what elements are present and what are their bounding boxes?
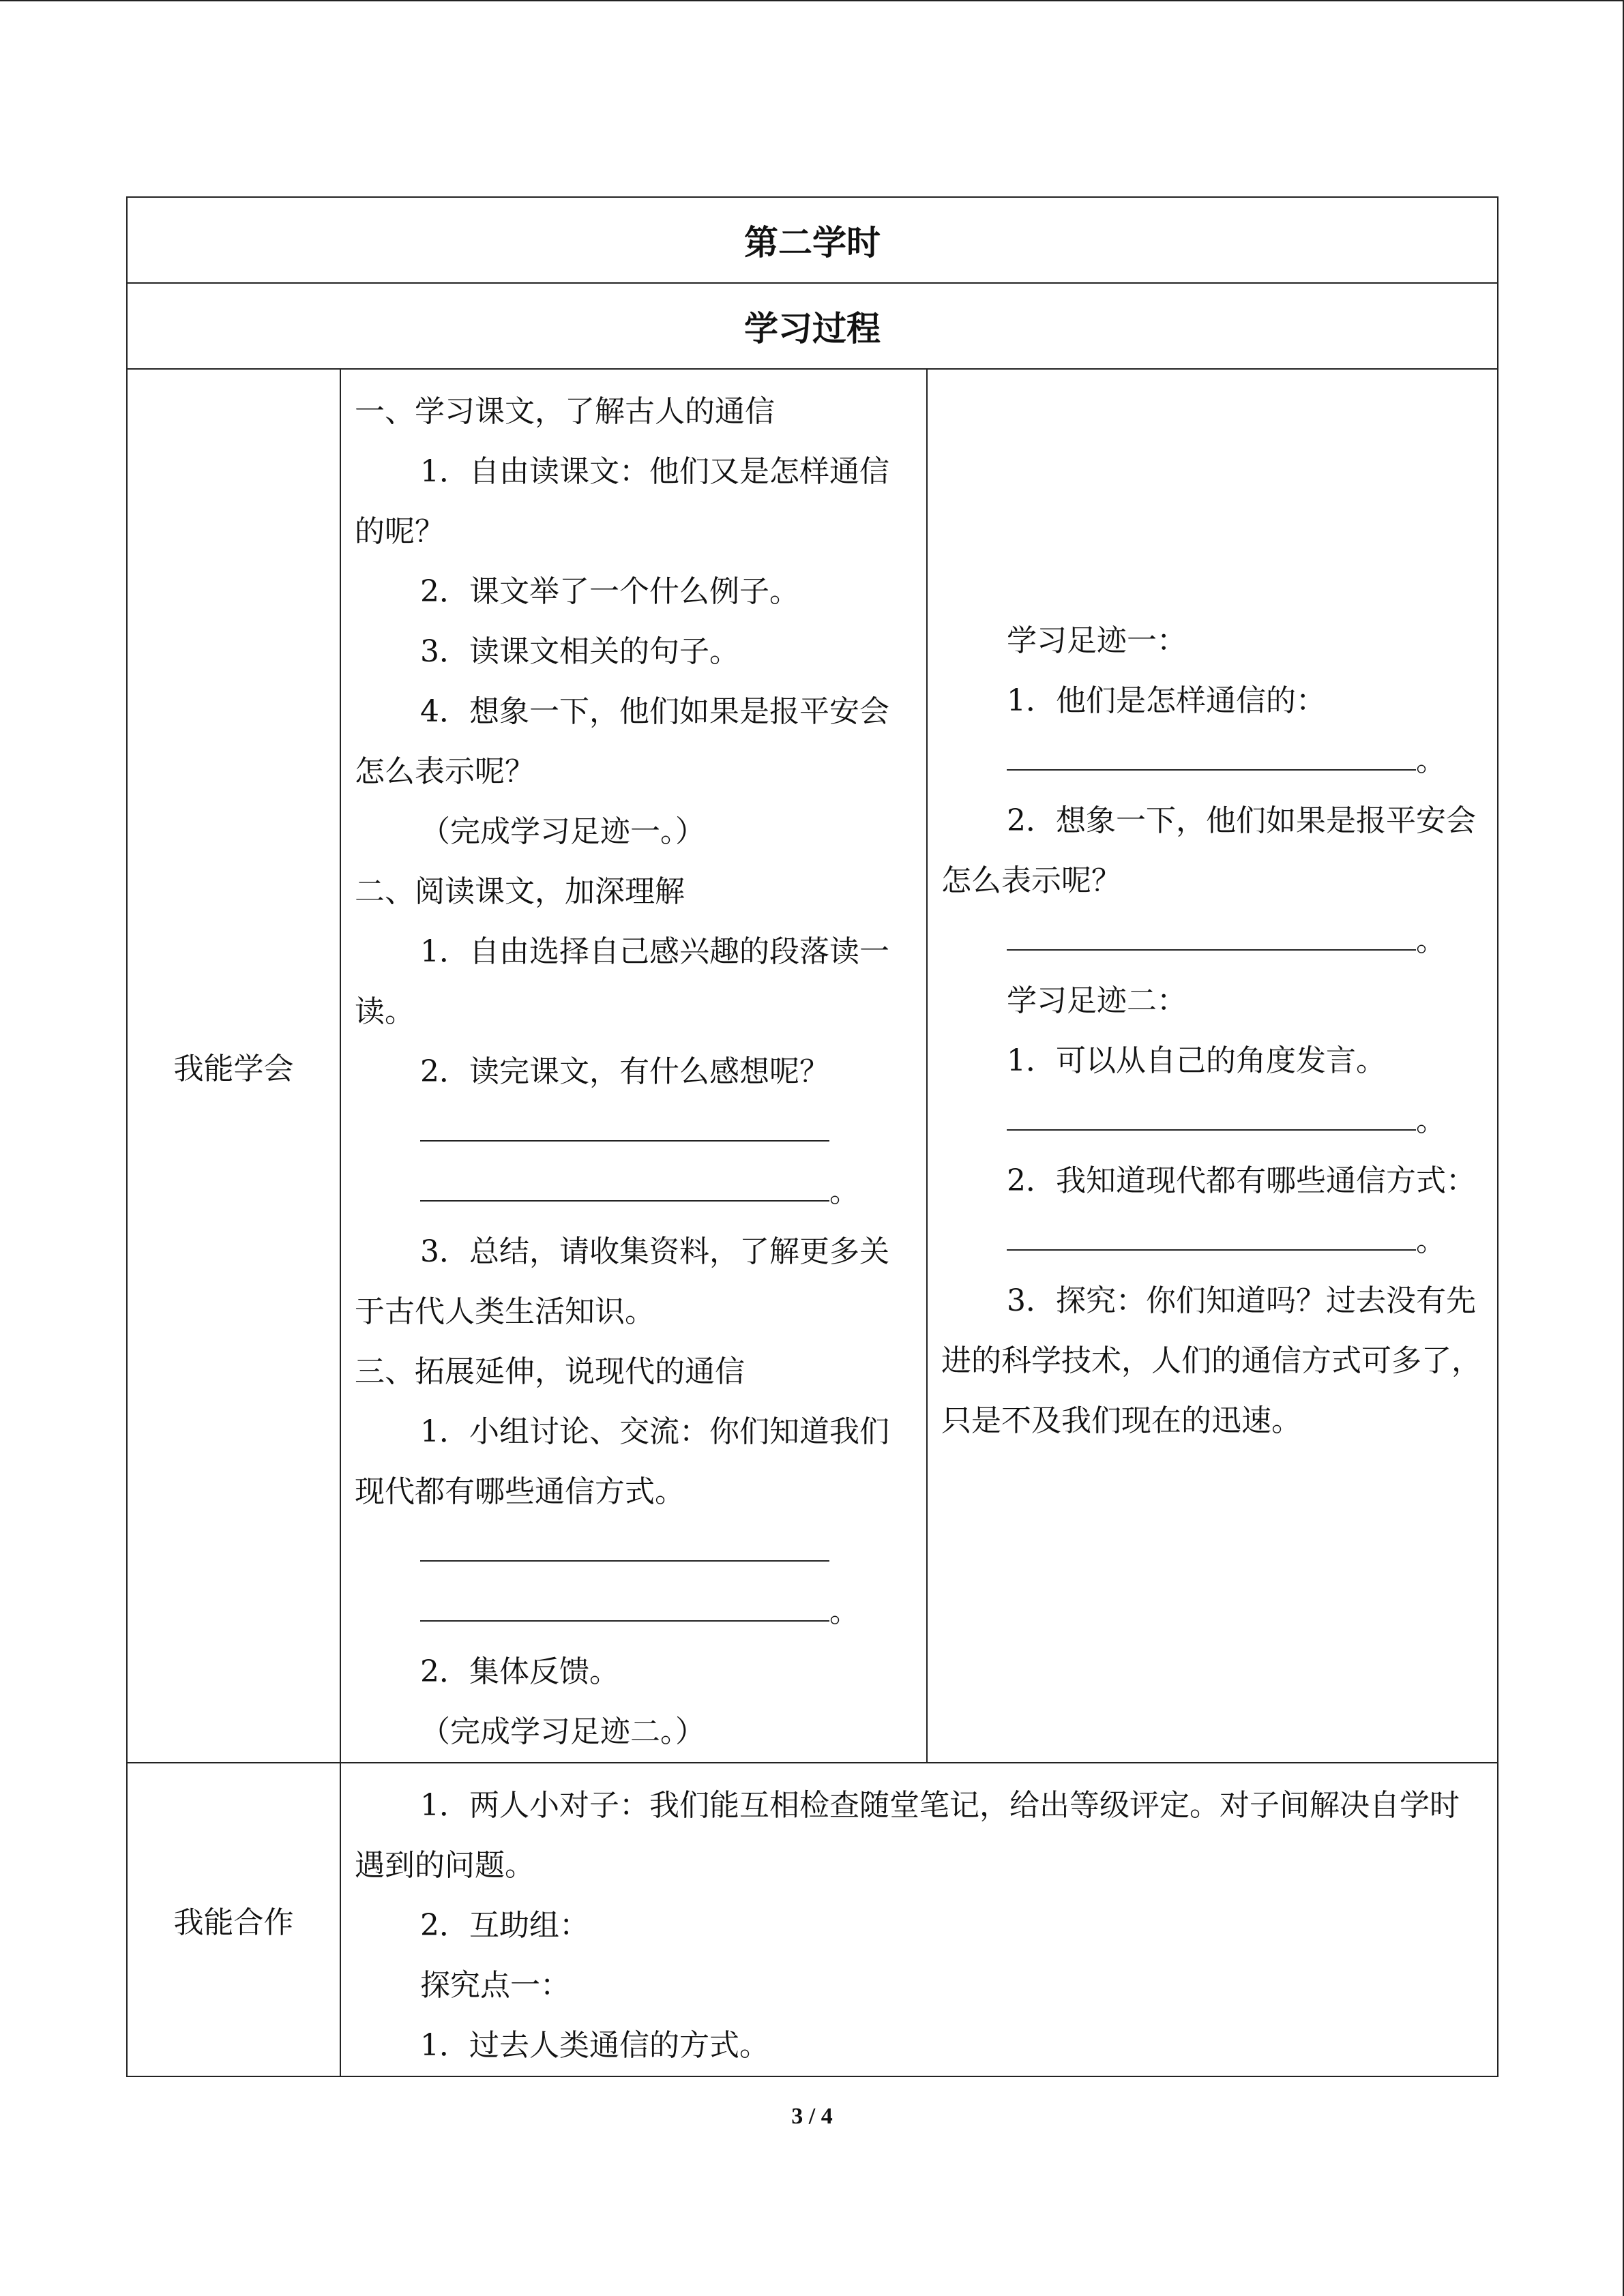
list-item: 2．集体反馈。 <box>420 1654 619 1689</box>
section-title-row <box>127 283 1498 369</box>
list-item: （完成学习足迹一。） <box>420 814 705 849</box>
answer-end: 。 <box>829 1174 859 1209</box>
list-item: 2．互助组： <box>420 1908 589 1943</box>
footprint-heading: 学习足迹一： <box>1007 623 1187 658</box>
answer-line <box>941 911 1483 971</box>
answer-line <box>941 1211 1483 1271</box>
lesson-title: 第二学时 <box>127 197 1498 283</box>
list-item: 4．想象一下，他们如果是报平安会怎么表示呢？ <box>355 694 889 789</box>
page-number: 3 / 4 <box>791 2104 833 2129</box>
answer-blank <box>420 1162 829 1202</box>
answer-line <box>941 731 1483 791</box>
answer-blank <box>1007 1091 1416 1131</box>
cooperate-row <box>127 1763 1498 2076</box>
answer-blank <box>420 1102 829 1142</box>
list-item: 一、学习课文，了解古人的通信 <box>355 394 775 429</box>
list-item: 二、阅读课文，加深理解 <box>355 874 685 909</box>
answer-blank <box>1007 1211 1416 1251</box>
list-item: 1．小组讨论、交流：你们知道我们现代都有哪些通信方式。 <box>355 1414 889 1509</box>
answer-blank <box>1007 911 1416 951</box>
learn-row <box>127 369 1498 1763</box>
lesson-title-row <box>127 197 1498 283</box>
list-item: 2．想象一下，他们如果是报平安会怎么表示呢？ <box>941 803 1476 898</box>
learning-footprints <box>927 369 1498 1763</box>
learn-label: 我能学会 <box>127 369 340 1763</box>
list-item: 1．自由读课文：他们又是怎样通信的呢？ <box>355 454 889 549</box>
list-item: 2．读完课文，有什么感想呢？ <box>420 1054 829 1089</box>
answer-line <box>941 1091 1483 1151</box>
list-item: （完成学习足迹二。） <box>420 1714 705 1749</box>
answer-line <box>355 1102 913 1162</box>
spacer <box>941 382 1483 611</box>
answer-line <box>355 1522 913 1582</box>
section-title: 学习过程 <box>127 283 1498 369</box>
answer-end: 。 <box>1416 743 1446 778</box>
list-item: 1．可以从自己的角度发言。 <box>1007 1043 1386 1078</box>
footprint-heading: 学习足迹二： <box>1007 983 1187 1018</box>
lesson-table <box>126 196 1498 2077</box>
list-item: 1．自由选择自己感兴趣的段落读一读。 <box>355 934 889 1029</box>
list-item: 1．他们是怎样通信的： <box>1007 683 1326 718</box>
answer-blank <box>1007 731 1416 771</box>
answer-line <box>355 1582 913 1642</box>
answer-end: 。 <box>1416 1103 1446 1138</box>
cooperate-content <box>340 1763 1498 2076</box>
list-item: 3．读课文相关的句子。 <box>420 634 739 669</box>
list-item: 1．两人小对子：我们能互相检查随堂笔记，给出等级评定。对子间解决自学时遇到的问题。 <box>355 1788 1460 1883</box>
list-item: 三、拓展延伸，说现代的通信 <box>355 1354 745 1389</box>
list-item: 3．探究：你们知道吗？过去没有先进的科学技术，人们的通信方式可多了，只是不及我们现在的迅速。 <box>941 1283 1481 1438</box>
answer-end: 。 <box>829 1594 859 1629</box>
answer-end: 。 <box>1416 1223 1446 1258</box>
list-item: 3．总结，请收集资料，了解更多关于古代人类生活知识。 <box>355 1234 889 1329</box>
list-item: 探究点一： <box>420 1968 570 2003</box>
answer-end: 。 <box>1416 923 1446 958</box>
list-item: 1．过去人类通信的方式。 <box>420 2028 769 2063</box>
list-item: 2．我知道现代都有哪些通信方式： <box>1007 1163 1476 1198</box>
list-item: 2．课文举了一个什么例子。 <box>420 574 799 609</box>
answer-blank <box>420 1582 829 1622</box>
answer-blank <box>420 1522 829 1562</box>
answer-line <box>355 1162 913 1222</box>
learn-steps <box>340 369 927 1763</box>
cooperate-label: 我能合作 <box>127 1763 340 2076</box>
